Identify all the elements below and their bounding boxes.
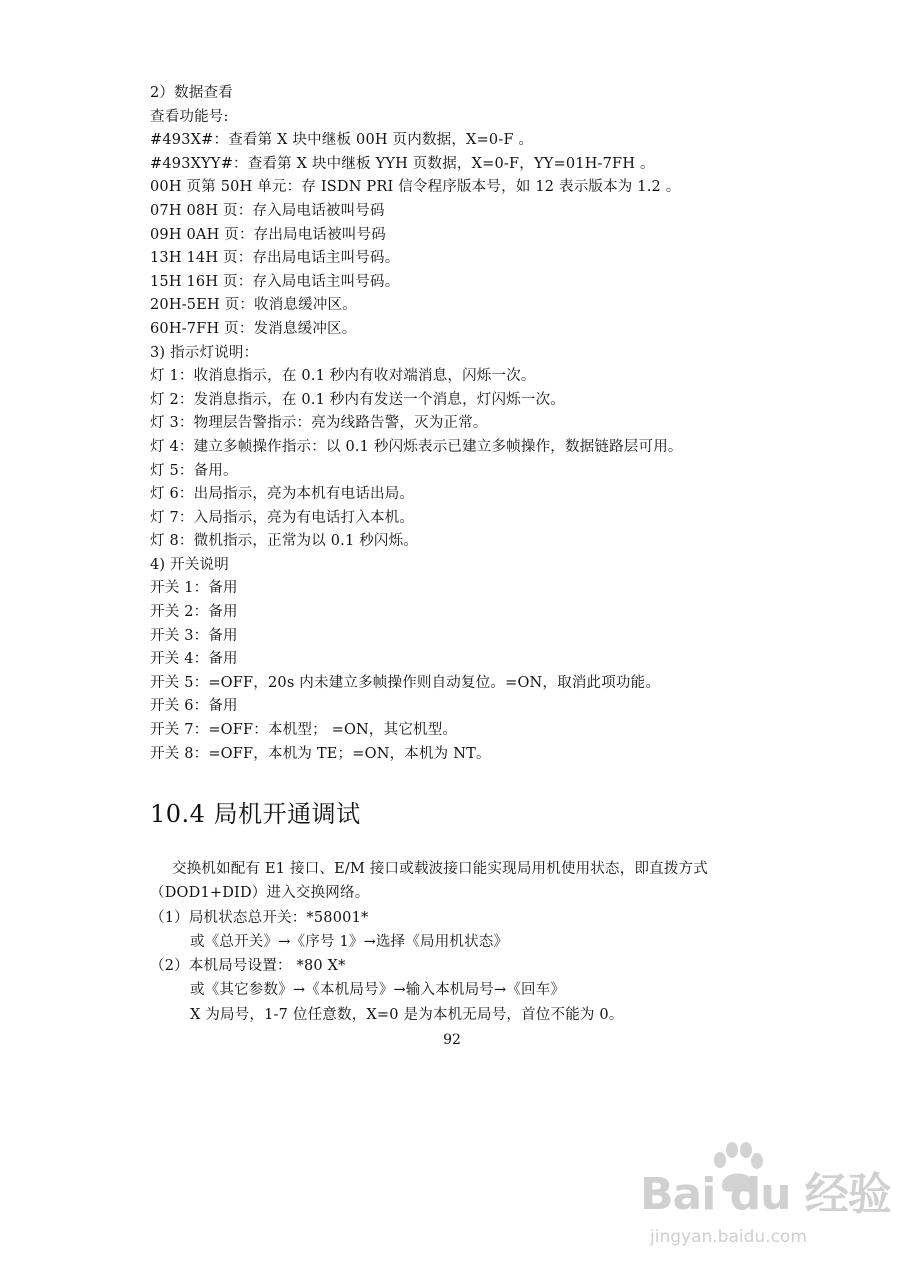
- text-line: 灯 6：出局指示，亮为本机有电话出局。: [150, 486, 415, 503]
- text-line: #493X#：查看第 X 块中继板 00H 页内数据，X=0-F 。: [150, 132, 534, 149]
- text-line: 灯 1：收消息指示，在 0.1 秒内有收对端消息，闪烁一次。: [150, 368, 536, 385]
- text-line: 开关 7：=OFF：本机型； =ON，其它机型。: [150, 722, 458, 739]
- paragraph-line: （DOD1+DID）进入交换网络。: [150, 885, 370, 902]
- text-line: 15H 16H 页：存入局电话主叫号码。: [150, 273, 400, 290]
- text-line: 灯 8：微机指示，正常为以 0.1 秒闪烁。: [150, 533, 419, 550]
- text-line: 灯 7：入局指示，亮为有电话打入本机。: [150, 509, 415, 526]
- watermark-url: jingyan.baidu.com: [650, 1227, 807, 1247]
- page-number: 92: [443, 1032, 461, 1048]
- text-line: 灯 4：建立多帧操作指示：以 0.1 秒闪烁表示已建立多帧操作，数据链路层可用。: [150, 438, 683, 455]
- text-line: 开关 1：备用: [150, 580, 238, 597]
- text-line: 开关 2：备用: [150, 604, 238, 621]
- list-item: （2）本机局号设置： *80 X*: [150, 958, 346, 975]
- text-line: 3) 指示灯说明：: [150, 344, 259, 361]
- list-item-detail: 或《其它参数》→《本机局号》→输入本机局号→《回车》: [190, 982, 566, 999]
- text-line: 4) 开关说明: [150, 556, 229, 573]
- text-line: 2）数据查看: [150, 85, 233, 101]
- text-line: 查看功能号:: [150, 108, 229, 125]
- text-line: 灯 2：发消息指示，在 0.1 秒内有发送一个消息，灯闪烁一次。: [150, 391, 566, 408]
- watermark-brand: Bai du 经验: [640, 1169, 891, 1220]
- section-heading: 10.4 局机开通调试: [150, 800, 361, 828]
- text-line: 00H 页第 50H 单元：存 ISDN PRI 信令程序版本号，如 12 表示版本为 1.2 。: [150, 179, 681, 196]
- text-line: 20H-5EH 页：收消息缓冲区。: [150, 297, 357, 314]
- text-line: 开关 4：备用: [150, 651, 238, 668]
- text-line: 开关 8：=OFF，本机为 TE；=ON，本机为 NT。: [150, 745, 491, 762]
- list-item-detail: 或《总开关》→《序号 1》→选择《局用机状态》: [190, 933, 509, 950]
- text-line: 灯 5：备用。: [150, 462, 238, 479]
- text-line: 09H 0AH 页：存出局电话被叫号码: [150, 226, 386, 243]
- list-item: （1）局机状态总开关：*58001*: [150, 909, 369, 926]
- text-line: 开关 6：备用: [150, 698, 238, 715]
- section-data-view: [150, 82, 790, 766]
- baidu-watermark: [640, 1140, 891, 1260]
- paragraph-line: 交换机如配有 E1 接口、E/M 接口或载波接口能实现局用机使用状态，即直拨方式: [172, 861, 708, 877]
- text-line: 60H-7FH 页：发消息缓冲区。: [150, 320, 357, 337]
- text-line: 07H 08H 页：存入局电话被叫号码: [150, 202, 385, 219]
- text-line: 13H 14H 页：存出局电话主叫号码。: [150, 250, 400, 267]
- text-line: 灯 3：物理层告警指示：亮为线路告警，灭为正常。: [150, 415, 488, 432]
- text-line: 开关 5：=OFF，20s 内未建立多帧操作则自动复位。=ON，取消此项功能。: [150, 674, 661, 691]
- text-line: 开关 3：备用: [150, 627, 238, 644]
- text-line: #493XYY#：查看第 X 块中继板 YYH 页数据，X=0-F，YY=01H-7FH 。: [150, 155, 655, 172]
- list-item-detail: X 为局号，1-7 位任意数，X=0 是为本机无局号，首位不能为 0。: [190, 1006, 624, 1023]
- section-body: [150, 857, 790, 1027]
